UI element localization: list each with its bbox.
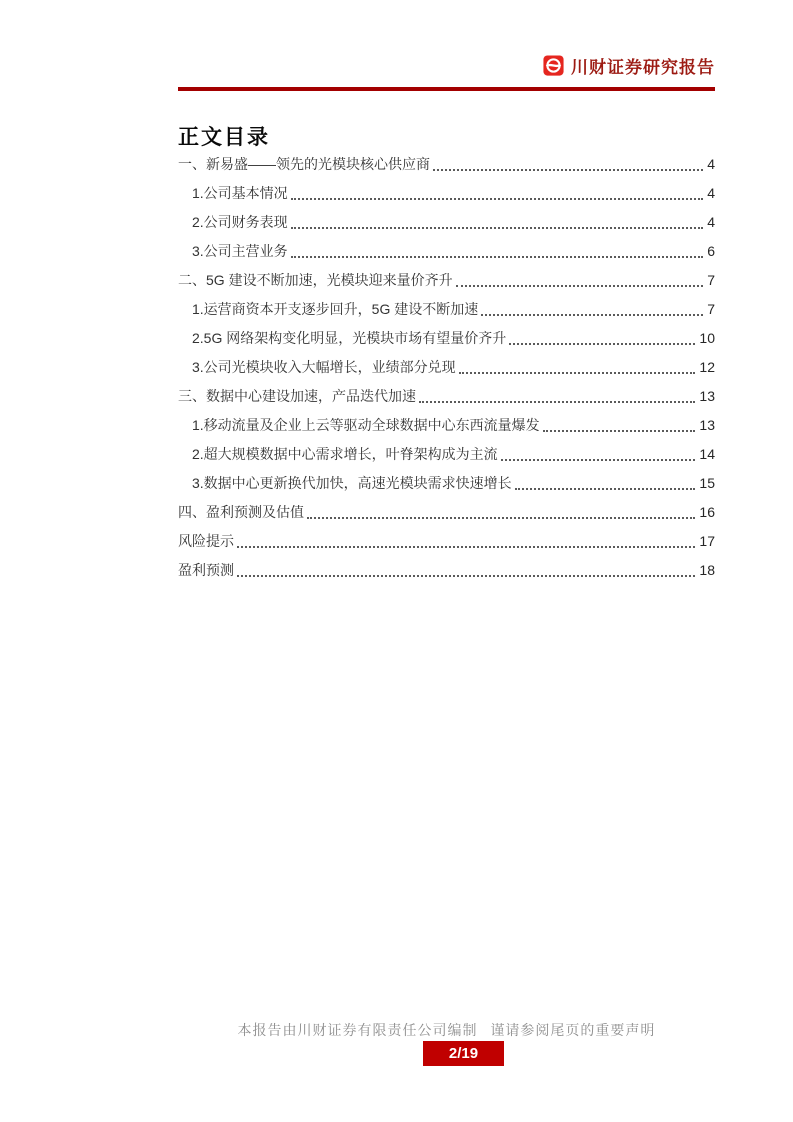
toc-leader-dots <box>291 208 704 229</box>
toc-entry-page: 6 <box>707 243 715 259</box>
toc-entry-label: 三、数据中心建设加速，产品迭代加速 <box>178 388 416 404</box>
toc-entry[interactable] <box>178 556 715 585</box>
toc-entry-page: 4 <box>707 156 715 172</box>
toc-leader-dots <box>509 324 695 345</box>
toc-entry-page: 14 <box>699 446 715 462</box>
toc-entry[interactable] <box>178 469 715 498</box>
toc-entry-page: 13 <box>699 388 715 404</box>
toc-entry[interactable] <box>178 179 715 208</box>
toc-entry[interactable] <box>178 498 715 527</box>
toc-entry[interactable] <box>178 266 715 295</box>
toc-leader-dots <box>459 353 696 374</box>
toc-entry-page: 7 <box>707 301 715 317</box>
toc-entry[interactable] <box>178 411 715 440</box>
toc-entry-label: 二、5G 建设不断加速，光模块迎来量价齐升 <box>178 272 453 288</box>
toc-entry[interactable] <box>178 353 715 382</box>
toc-entry-label: 1.公司基本情况 <box>192 185 288 201</box>
toc-entry[interactable] <box>178 382 715 411</box>
toc-entry[interactable] <box>178 324 715 353</box>
toc-leader-dots <box>291 237 704 258</box>
chuancai-securities-logo-icon <box>543 55 564 76</box>
toc-entry[interactable] <box>178 440 715 469</box>
toc-entry[interactable] <box>178 208 715 237</box>
toc-entry-page: 10 <box>699 330 715 346</box>
toc-entry[interactable] <box>178 237 715 266</box>
toc-entry-label: 1.运营商资本开支逐步回升，5G 建设不断加速 <box>192 301 479 317</box>
toc-leader-dots <box>419 382 695 403</box>
toc-entry-page: 17 <box>699 533 715 549</box>
toc-leader-dots <box>237 527 695 548</box>
toc-entry-page: 18 <box>699 562 715 578</box>
page-number-badge: 2/19 <box>423 1041 504 1066</box>
toc-entry-page: 16 <box>699 504 715 520</box>
toc-entry-page: 7 <box>707 272 715 288</box>
toc-entry-label: 1.移动流量及企业上云等驱动全球数据中心东西流量爆发 <box>192 417 540 433</box>
toc-entry-page: 13 <box>699 417 715 433</box>
toc-list <box>178 150 715 585</box>
toc-entry[interactable] <box>178 527 715 556</box>
toc-leader-dots <box>433 150 703 171</box>
toc-title: 正文目录 <box>178 126 270 149</box>
toc-entry-label: 2.公司财务表现 <box>192 214 288 230</box>
toc-leader-dots <box>237 556 695 577</box>
toc-leader-dots <box>291 179 704 200</box>
toc-leader-dots <box>481 295 703 316</box>
toc-entry[interactable] <box>178 150 715 179</box>
toc-leader-dots <box>515 469 696 490</box>
toc-entry-page: 12 <box>699 359 715 375</box>
toc-entry-label: 风险提示 <box>178 533 234 549</box>
toc-entry-label: 3.公司光模块收入大幅增长，业绩部分兑现 <box>192 359 456 375</box>
toc-leader-dots <box>543 411 696 432</box>
brand-title: 川财证券研究报告 <box>571 58 715 77</box>
toc-entry[interactable] <box>178 295 715 324</box>
toc-entry-label: 2.超大规模数据中心需求增长，叶脊架构成为主流 <box>192 446 498 462</box>
footer-disclaimer: 本报告由川财证券有限责任公司编制 谨请参阅尾页的重要声明 <box>237 1022 656 1038</box>
toc-leader-dots <box>501 440 696 461</box>
toc-entry-page: 15 <box>699 475 715 491</box>
toc-entry-label: 盈利预测 <box>178 562 234 578</box>
toc-entry-label: 四、盈利预测及估值 <box>178 504 304 520</box>
toc-entry-label: 3.数据中心更新换代加快，高速光模块需求快速增长 <box>192 475 512 491</box>
toc-entry-page: 4 <box>707 185 715 201</box>
toc-leader-dots <box>307 498 695 519</box>
toc-entry-label: 2.5G 网络架构变化明显，光模块市场有望量价齐升 <box>192 330 507 346</box>
toc-entry-page: 4 <box>707 214 715 230</box>
toc-leader-dots <box>456 266 704 287</box>
toc-entry-label: 一、新易盛——领先的光模块核心供应商 <box>178 156 430 172</box>
report-header <box>178 53 715 78</box>
toc-entry-label: 3.公司主营业务 <box>192 243 288 259</box>
header-rule <box>178 87 715 91</box>
